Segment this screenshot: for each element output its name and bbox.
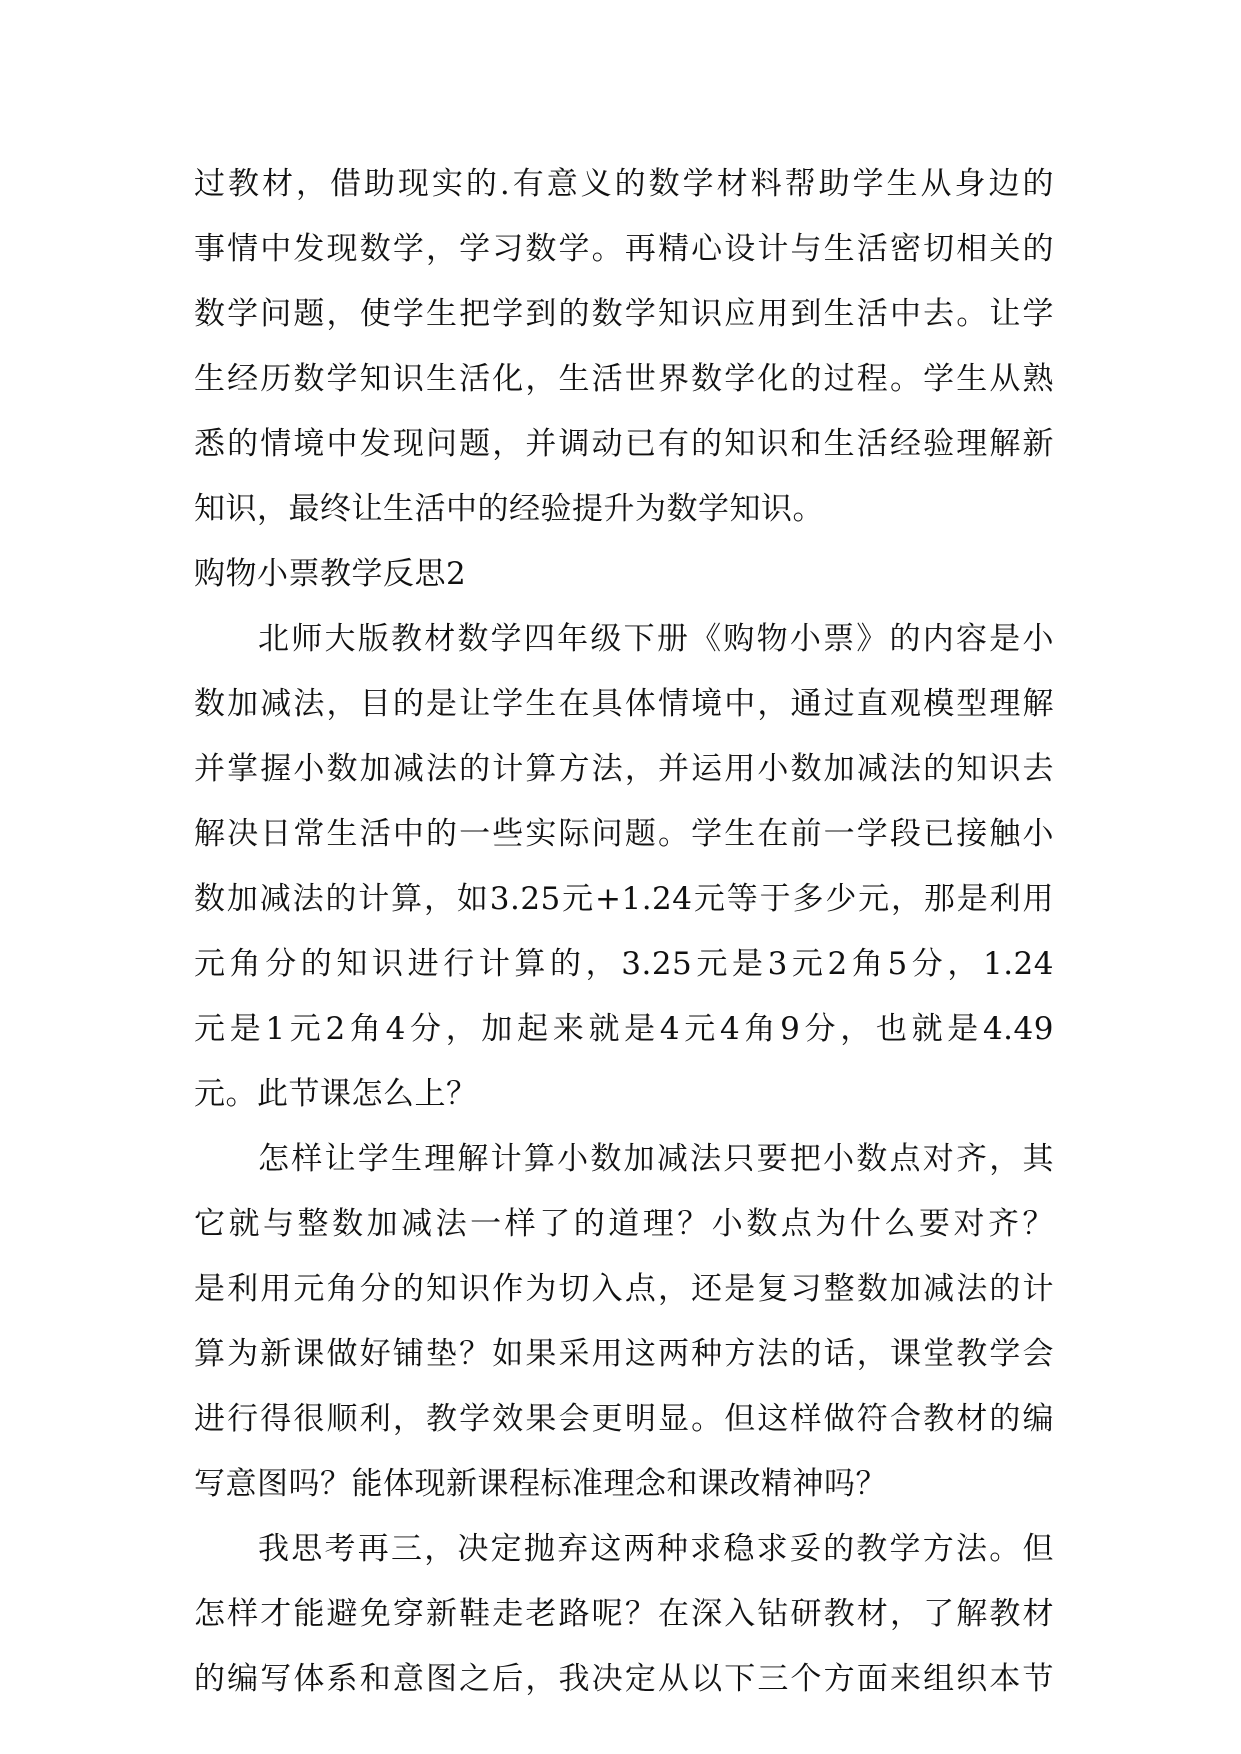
text-line: 数学问题，使学生把学到的数学知识应用到生活中去。让学: [194, 296, 1054, 332]
text-line: 是利用元角分的知识作为切入点，还是复习整数加减法的计: [194, 1271, 1054, 1307]
text-line: 怎样让学生理解计算小数加减法只要把小数点对齐，其: [258, 1141, 1054, 1177]
text-line: 解决日常生活中的一些实际问题。学生在前一学段已接触小: [194, 816, 1054, 852]
text-line: 知识，最终让生活中的经验提升为数学知识。: [194, 491, 824, 527]
text-line: 事情中发现数学，学习数学。再精心设计与生活密切相关的: [194, 231, 1054, 267]
section-heading: 购物小票教学反思2: [194, 556, 467, 592]
text-line: 的编写体系和意图之后，我决定从以下三个方面来组织本节: [194, 1661, 1054, 1697]
text-line: 算为新课做好铺垫？如果采用这两种方法的话，课堂教学会: [194, 1336, 1054, 1372]
text-line: 元。此节课怎么上？: [194, 1076, 478, 1112]
text-line: 生经历数学知识生活化，生活世界数学化的过程。学生从熟: [194, 361, 1054, 397]
text-line: 数加减法，目的是让学生在具体情境中，通过直观模型理解: [194, 686, 1054, 722]
text-line: 过教材，借助现实的.有意义的数学材料帮助学生从身边的: [194, 166, 1054, 202]
text-line: 进行得很顺利，教学效果会更明显。但这样做符合教材的编: [194, 1401, 1054, 1437]
text-line: 怎样才能避免穿新鞋走老路呢？在深入钻研教材，了解教材: [194, 1596, 1054, 1632]
text-line: 数加减法的计算，如3.25元+1.24元等于多少元，那是利用: [194, 881, 1054, 917]
text-line: 元角分的知识进行计算的，3.25元是3元2角5分，1.24: [194, 946, 1054, 982]
text-line: 它就与整数加减法一样了的道理？小数点为什么要对齐？: [194, 1206, 1054, 1242]
text-line: 北师大版教材数学四年级下册《购物小票》的内容是小: [258, 621, 1054, 657]
text-line: 悉的情境中发现问题，并调动已有的知识和生活经验理解新: [194, 426, 1054, 462]
document-body: [194, 152, 1054, 1712]
text-line: 并掌握小数加减法的计算方法，并运用小数加减法的知识去: [194, 751, 1054, 787]
text-line: 我思考再三，决定抛弃这两种求稳求妥的教学方法。但: [258, 1531, 1054, 1567]
text-line: 元是1元2角4分，加起来就是4元4角9分，也就是4.49: [194, 1011, 1054, 1047]
text-line: 写意图吗？能体现新课程标准理念和课改精神吗？: [194, 1466, 887, 1502]
